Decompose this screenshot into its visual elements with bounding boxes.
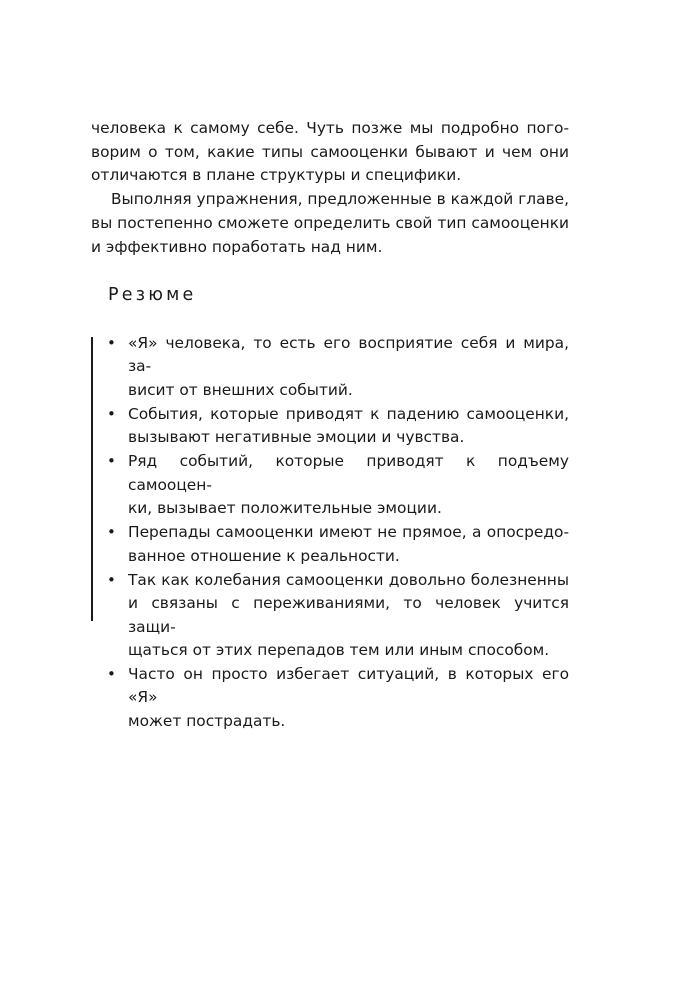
text-line: Выполняя упражнения, предложенные в каждой главе,	[111, 190, 569, 209]
text-line: ворим о том, какие типы самооценки бывают и чем они	[91, 142, 569, 161]
text-line: «Я» человека, то есть его восприятие себя и мира, за-	[128, 334, 569, 376]
list-item	[107, 403, 569, 450]
list-item	[107, 332, 569, 402]
text-line: висит от внешних событий.	[128, 380, 353, 399]
paragraph	[91, 117, 569, 188]
text-line: События, которые приводят к падению самооценки,	[128, 404, 569, 423]
text-line: ки, вызывает положительные эмоции.	[128, 499, 442, 518]
text-line: Часто он просто избегает ситуаций, в которых его «Я»	[128, 665, 569, 707]
bullet-icon: •	[107, 523, 116, 542]
summary-list	[107, 332, 569, 734]
text-line: вы постепенно сможете определить свой тип самооценки	[91, 213, 569, 232]
text-line: Ряд событий, которые приводят к подъему самооцен-	[128, 452, 569, 494]
bullet-icon: •	[107, 665, 116, 684]
bullet-icon: •	[107, 452, 116, 471]
text-line: Перепады самооценки имеют не прямое, а опосредо-	[128, 523, 569, 542]
text-line: Так как колебания самооценки довольно болезненны	[128, 570, 569, 589]
body-text	[91, 117, 569, 259]
text-line: вызывают негативные эмоции и чувства.	[128, 428, 465, 447]
list-item	[107, 663, 569, 733]
bullet-icon: •	[107, 334, 116, 352]
bullet-icon: •	[107, 404, 116, 423]
text-line: и эффективно поработать над ним.	[91, 237, 383, 256]
list-item	[107, 569, 569, 662]
text-line: отличаются в плане структуры и специфики.	[91, 166, 462, 185]
text-line: человека к самому себе. Чуть позже мы подробно пого-	[91, 119, 569, 137]
text-line: щаться от этих перепадов тем или иным способом.	[128, 640, 550, 659]
list-item	[107, 521, 569, 568]
paragraph	[91, 188, 569, 259]
text-line: и связаны с переживаниями, то человек учится защи-	[128, 594, 569, 636]
summary-heading: Резюме	[108, 285, 197, 305]
summary-side-rule	[91, 337, 93, 621]
text-line: ванное отношение к реальности.	[128, 546, 400, 565]
bullet-icon: •	[107, 570, 116, 589]
text-line: может пострадать.	[128, 711, 286, 730]
list-item	[107, 450, 569, 520]
